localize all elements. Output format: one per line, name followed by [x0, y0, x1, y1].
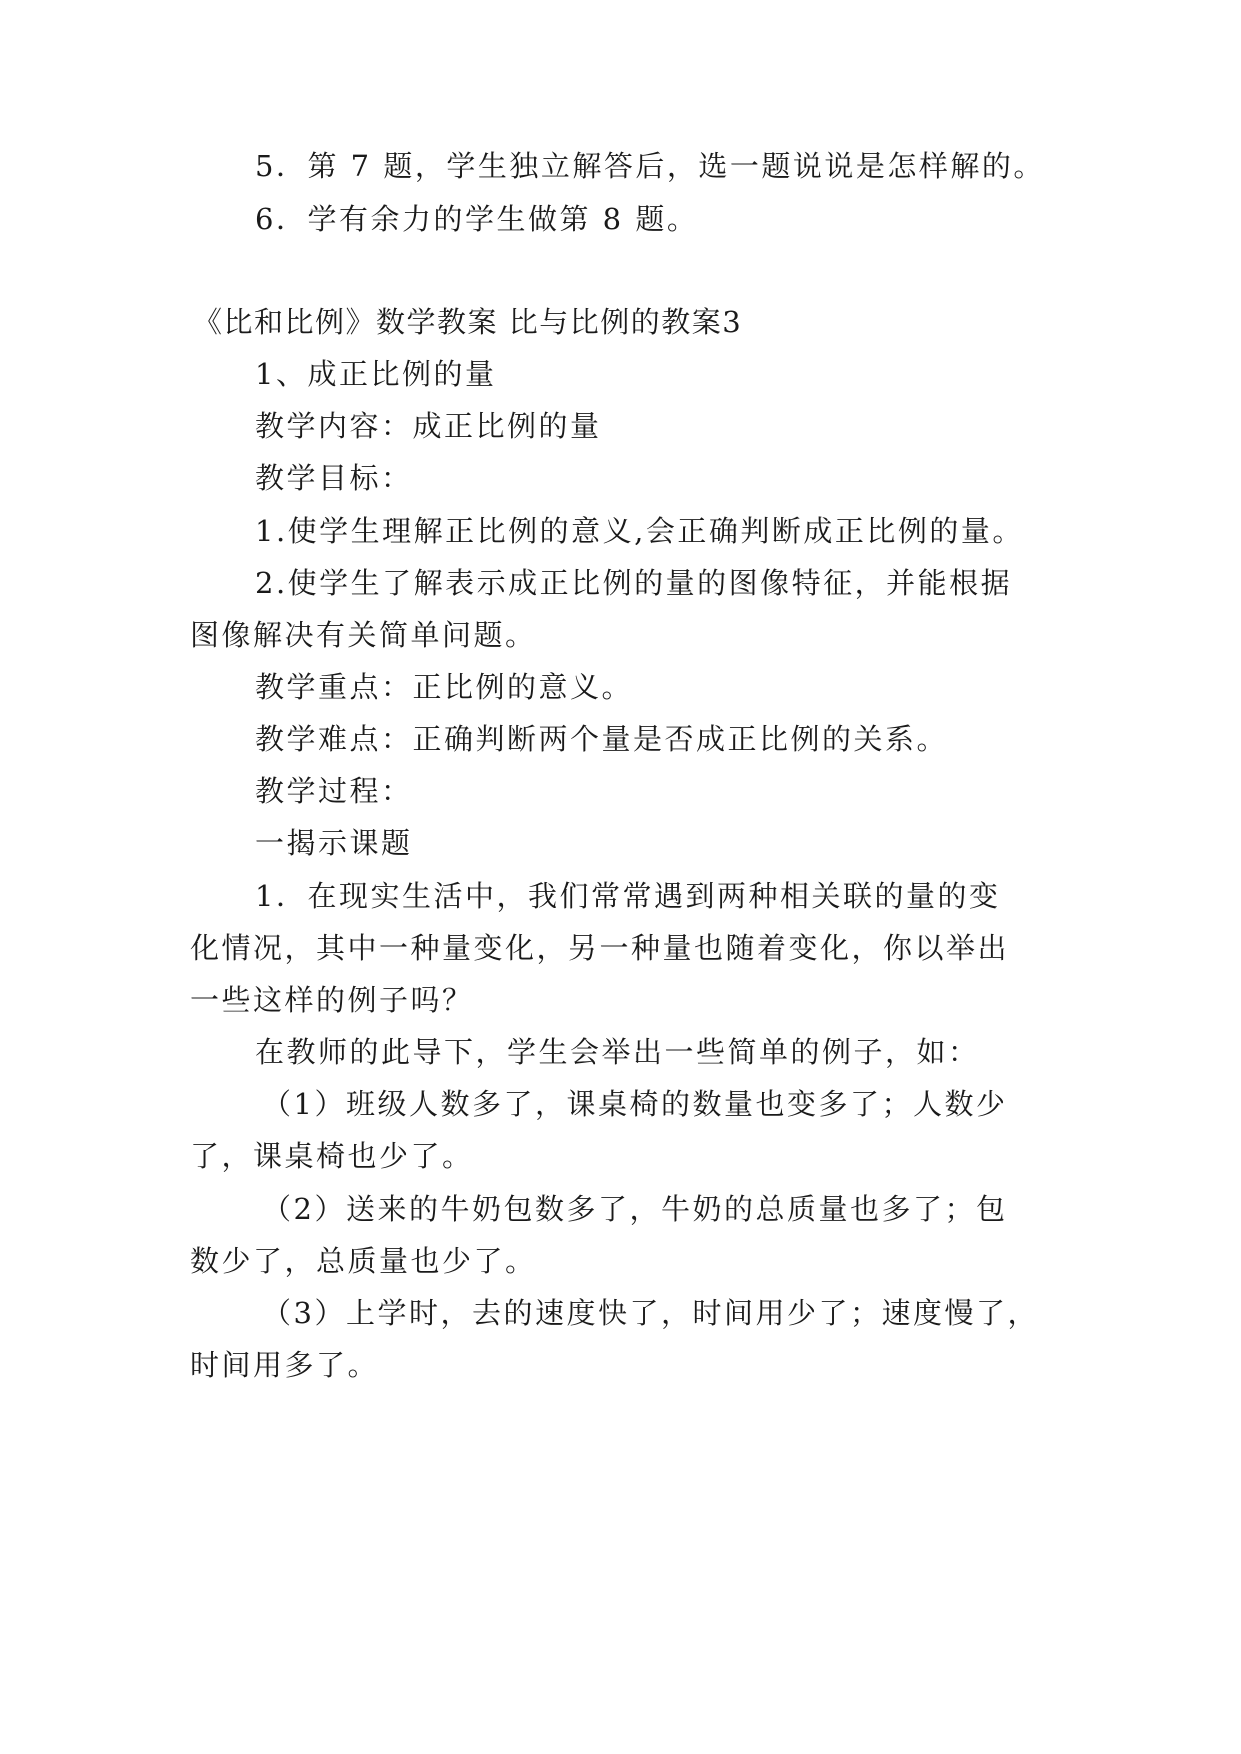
objective-2-line-2: 图像解决有关简单问题。	[190, 618, 537, 652]
process-label: 教学过程：	[255, 774, 413, 808]
example-3-line-1: （3）上学时，去的速度快了，时间用少了；速度慢了，	[262, 1296, 1039, 1330]
objective-2-line-1: 2.使学生了解表示成正比例的量的图像特征，并能根据	[255, 566, 1013, 600]
previous-item-5: 5．第 7 题，学生独立解答后，选一题说说是怎样解的。	[255, 149, 1045, 183]
key-point: 教学重点：正比例的意义。	[255, 670, 634, 704]
difficulty: 教学难点：正确判断两个量是否成正比例的关系。	[255, 722, 949, 756]
previous-item-6: 6．学有余力的学生做第 8 题。	[255, 202, 699, 236]
example-1-line-2: 了，课桌椅也少了。	[190, 1139, 474, 1173]
objective-1: 1.使学生理解正比例的意义,会正确判断成正比例的量。	[255, 514, 1024, 548]
section-title: 《比和比例》数学教案 比与比例的教案3	[193, 305, 743, 339]
paragraph-1-line-1: 1．在现实生活中，我们常常遇到两种相关联的量的变	[255, 879, 1001, 913]
lesson-heading: 1、成正比例的量	[255, 357, 497, 391]
step-1-title: 一揭示课题	[255, 826, 413, 860]
example-2-line-1: （2）送来的牛奶包数多了，牛奶的总质量也多了；包	[262, 1192, 1008, 1226]
example-2-line-2: 数少了，总质量也少了。	[190, 1244, 537, 1278]
teaching-content: 教学内容：成正比例的量	[255, 409, 602, 443]
paragraph-1-line-3: 一些这样的例子吗？	[190, 983, 474, 1017]
paragraph-2: 在教师的此导下，学生会举出一些简单的例子，如：	[255, 1035, 980, 1069]
example-3-line-2: 时间用多了。	[190, 1348, 380, 1382]
paragraph-1-line-2: 化情况，其中一种量变化，另一种量也随着变化，你以举出	[190, 931, 1010, 965]
objectives-label: 教学目标：	[255, 461, 413, 495]
example-1-line-1: （1）班级人数多了，课桌椅的数量也变多了；人数少	[262, 1087, 1008, 1121]
